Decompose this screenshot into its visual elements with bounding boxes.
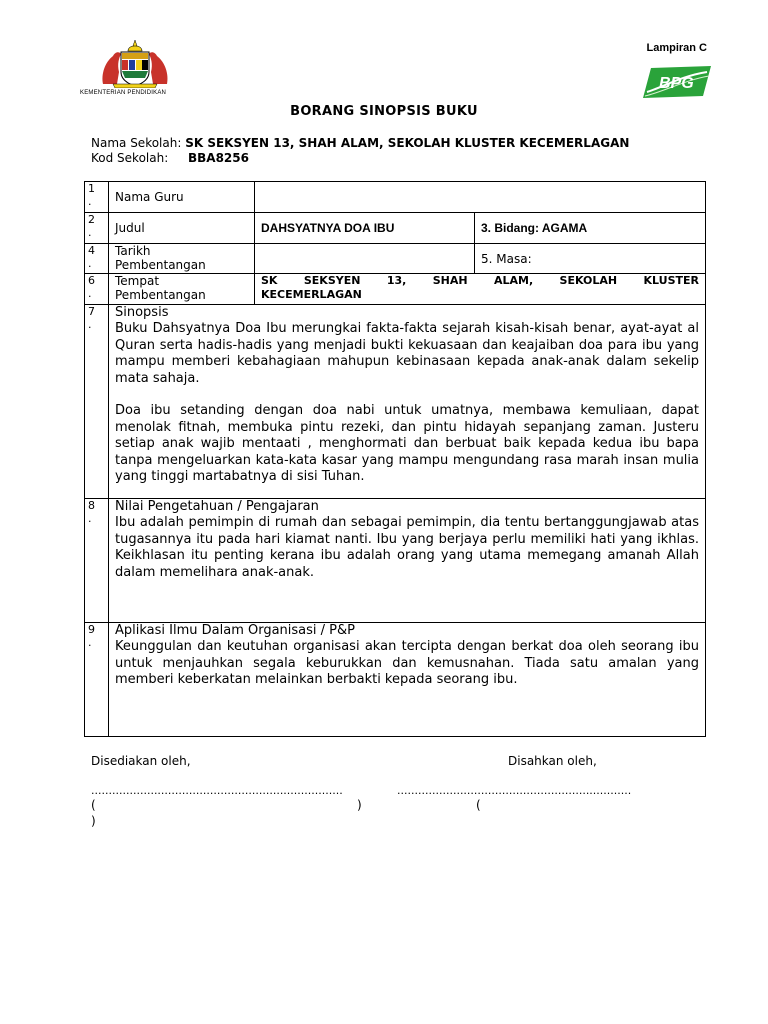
row-tempat: [85, 274, 706, 305]
field-bidang[interactable]: 3. Bidang: AGAMA: [475, 213, 706, 244]
row-number: 8 .: [85, 499, 109, 623]
row-number: 1 .: [85, 182, 109, 213]
row-aplikasi: [85, 623, 706, 737]
bpg-logo-icon: [641, 62, 713, 100]
section-nilai: [109, 499, 706, 623]
form-title: BORANG SINOPSIS BUKU: [290, 104, 478, 119]
field-judul[interactable]: DAHSYATNYA DOA IBU: [255, 213, 475, 244]
nilai-paragraph: Ibu adalah pemimpin di rumah dan sebagai pemimpin, dia tentu bertanggungjawab atas tugasannya itu pada hari kiamat nanti. Ibu yang berjaya perlu memiliki hati yang ikhlas. Keikhlasan itu penting kerana ibu adalah orang yang utama memegang amanah Allah dalam memelihara anak-anak.: [115, 515, 699, 580]
section-sinopsis: [109, 305, 706, 499]
label-tarikh: Tarikh Pembentangan: [109, 244, 255, 274]
school-code-value: BBA8256: [188, 151, 249, 165]
row-number: 6 .: [85, 274, 109, 305]
ministry-logo: [80, 38, 190, 96]
field-nama-guru[interactable]: [255, 182, 706, 213]
prepared-by-label: Disediakan oleh,: [91, 754, 191, 768]
sinopsis-heading: Sinopsis: [115, 305, 169, 320]
bpg-logo: [641, 62, 713, 104]
sinopsis-paragraph-1: Buku Dahsyatnya Doa Ibu merungkai fakta-fakta sejarah kisah-kisah benar, ayat-ayat al Quran serta hadis-hadis yang menjadi bukti kekuasaan dan keajaiban doa para ibu yang mampu memberi kebahagiaan mahupun kebinasaan kepada anak-anak dalam sekelip mata sahaja.: [115, 321, 699, 386]
row-nilai: [85, 499, 706, 623]
aplikasi-heading: Aplikasi Ilmu Dalam Organisasi / P&P: [115, 623, 355, 638]
field-tarikh[interactable]: [255, 244, 475, 274]
row-judul: [85, 213, 706, 244]
row-number: 7 .: [85, 305, 109, 499]
field-masa[interactable]: 5. Masa:: [475, 244, 706, 274]
prepared-by-signature-line: ........................................................................: [91, 784, 343, 797]
label-nama-guru: Nama Guru: [109, 182, 255, 213]
section-aplikasi: [109, 623, 706, 737]
approved-by-paren-close: ): [91, 814, 96, 828]
school-code-label: Kod Sekolah:: [91, 151, 169, 165]
school-name-label: Nama Sekolah:: [91, 136, 182, 150]
lampiran-label: Lampiran C: [646, 42, 707, 54]
prepared-by-paren-close: ): [357, 798, 362, 812]
coat-of-arms-icon: [95, 38, 175, 88]
bpg-logo-text: BPG: [659, 75, 694, 92]
label-tempat: Tempat Pembentangan: [109, 274, 255, 305]
nilai-heading: Nilai Pengetahuan / Pengajaran: [115, 499, 319, 514]
school-meta: [91, 136, 629, 166]
row-number: 4 .: [85, 244, 109, 274]
aplikasi-paragraph: Keunggulan dan keutuhan organisasi akan tercipta dengan berkat doa oleh seorang ibu untuk menjauhkan segala keburukkan dan kemusnahan. Tiada satu amalan yang memberi keberkatan melainkan berbakti kepada seorang ibu.: [115, 639, 699, 687]
sinopsis-paragraph-2: Doa ibu setanding dengan doa nabi untuk umatnya, membawa kemuliaan, dapat menolak fitnah, membuka pintu rezeki, dan pintu hidayah sepanjang zaman. Justeru setiap anak wajib mentaati , menghormati dan berbuat baik kepada kedua ibu bapa tanpa mengeluarkan kata-kata kasar yang mampu mengundang rasa marah insan mulia yang tinggi martabatnya di sisi Tuhan.: [115, 403, 699, 484]
field-tempat[interactable]: SK SEKSYEN 13, SHAH ALAM, SEKOLAH KLUSTER KECEMERLAGAN: [255, 274, 706, 305]
school-name-value: SK SEKSYEN 13, SHAH ALAM, SEKOLAH KLUSTER KECEMERLAGAN: [185, 136, 630, 150]
row-number: 9 .: [85, 623, 109, 737]
ministry-caption: KEMENTERIAN PENDIDIKAN: [80, 90, 167, 96]
row-tarikh: [85, 244, 706, 274]
synopsis-form-table: [84, 181, 706, 737]
approved-by-signature-line: ...................................................................: [397, 784, 632, 797]
row-number: 2 .: [85, 213, 109, 244]
approved-by-label: Disahkan oleh,: [508, 754, 597, 768]
row-nama-guru: [85, 182, 706, 213]
row-sinopsis: [85, 305, 706, 499]
label-judul: Judul: [109, 213, 255, 244]
prepared-by-paren-open: (: [91, 798, 96, 812]
approved-by-paren-open: (: [476, 798, 481, 812]
